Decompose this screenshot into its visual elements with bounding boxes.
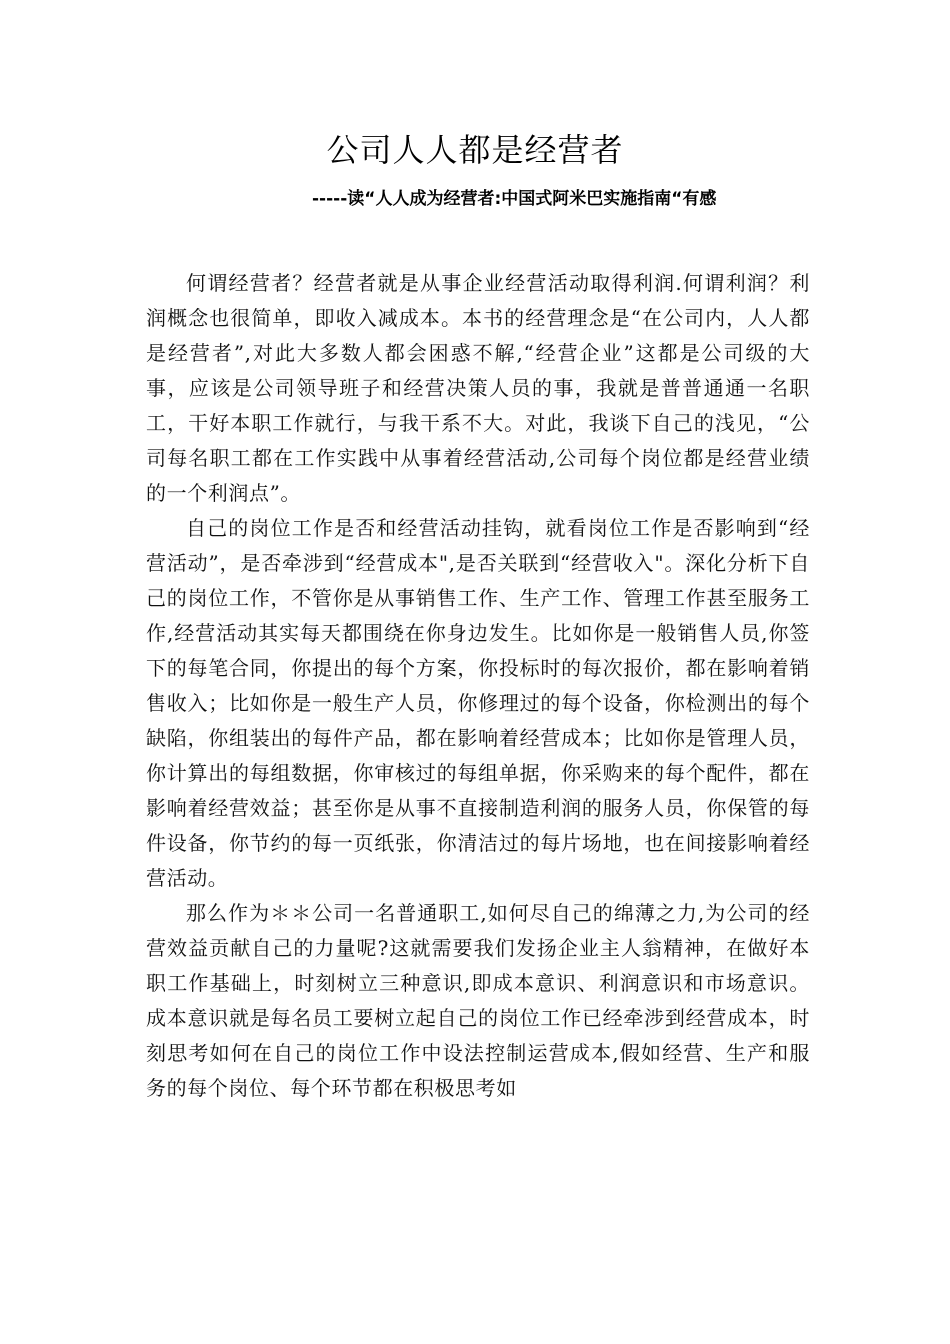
document-subtitle: -----读“人人成为经营者:中国式阿米巴实施指南“有感 — [312, 189, 717, 209]
document-title: 公司人人都是经营者 — [326, 131, 624, 169]
body-paragraph-3: 那么作为＊＊公司一名普通职工,如何尽自己的绵薄之力,为公司的经营效益贡献自己的力量呢?这就需要我们发扬企业主人翁精神，在做好本职工作基础上，时刻树立三种意识,即成本意识、利润意识和市场意识。成本意识就是每名员工要树立起自己的岗位工作已经牵涉到经营成本，时刻思考如何在自己的岗位工作中设法控制运营成本,假如经营、生产和服务的每个岗位、每个环节都在积极思考如 — [146, 901, 810, 1100]
body-paragraph-1: 何谓经营者？经营者就是从事企业经营活动取得利润.何谓利润？利润概念也很简单，即收入减成本。本书的经营理念是“在公司内，人人都是经营者”,对此大多数人都会困惑不解,“经营企业”这都是公司级的大事，应该是公司领导班子和经营决策人员的事，我就是普普通通一名职工，干好本职工作就行，与我干系不大。对此，我谈下自己的浅见，“公司每名职工都在工作实践中从事着经营活动,公司每个岗位都是经营业绩的一个利润点”。 — [146, 271, 810, 505]
body-paragraph-2: 自己的岗位工作是否和经营活动挂钩，就看岗位工作是否影响到“经营活动”，是否牵涉到“经营成本",是否关联到“经营收入"。深化分析下自己的岗位工作，不管你是从事销售工作、生产工作、管理工作甚至服务工作,经营活动其实每天都围绕在你身边发生。比如你是一般销售人员,你签下的每笔合同，你提出的每个方案，你投标时的每次报价，都在影响着销售收入；比如你是一般生产人员，你修理过的每个设备，你检测出的每个缺陷，你组装出的每件产品，都在影响着经营成本；比如你是管理人员，你计算出的每组数据，你审核过的每组单据，你采购来的每个配件，都在影响着经营效益；甚至你是从事不直接制造利润的服务人员，你保管的每件设备，你节约的每一页纸张，你清洁过的每片场地，也在间接影响着经营活动。 — [146, 516, 810, 890]
document-body — [146, 266, 810, 1106]
